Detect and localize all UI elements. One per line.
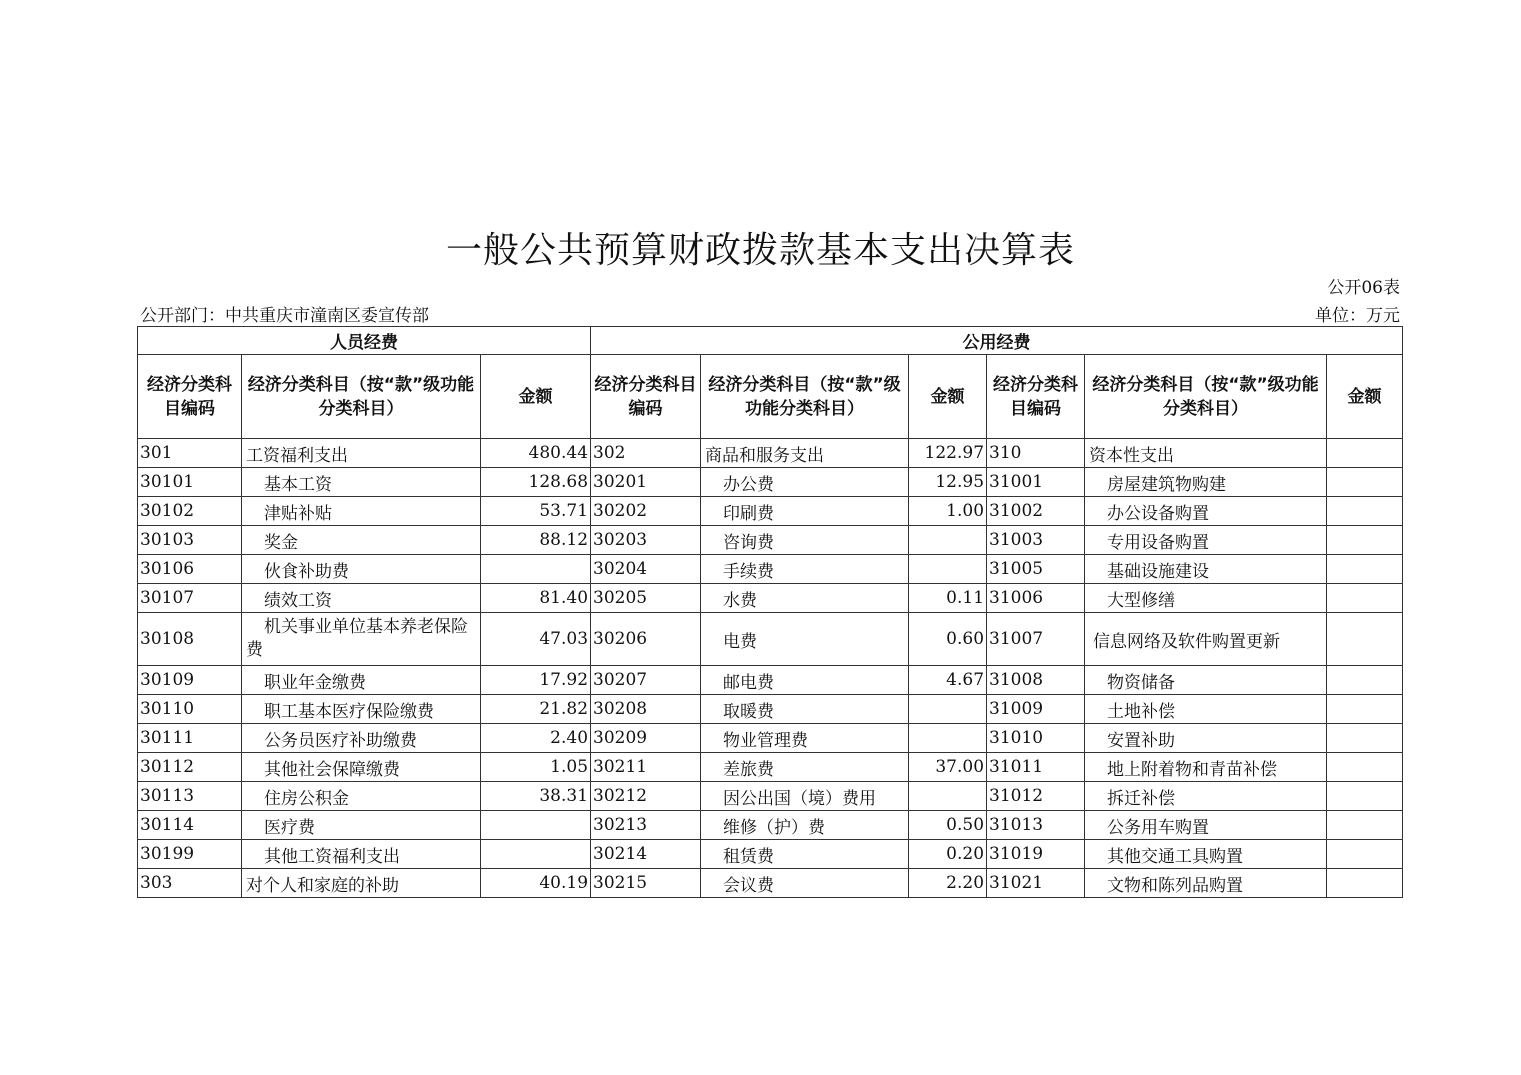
name-cell: 会议费 [701, 869, 909, 898]
code-cell: 30213 [591, 811, 701, 840]
name-cell: 水费 [701, 584, 909, 613]
table-row [138, 584, 1403, 613]
table-row [138, 753, 1403, 782]
amount-cell: 38.31 [481, 782, 591, 811]
amount-cell [1327, 695, 1403, 724]
name-cell: 其他交通工具购置 [1085, 840, 1327, 869]
amount-cell [1327, 811, 1403, 840]
name-cell: 地上附着物和青苗补偿 [1085, 753, 1327, 782]
amount-cell [909, 526, 987, 555]
code-cell: 30109 [138, 666, 242, 695]
header-name: 经济分类科目（按“款”级功能分类科目） [701, 355, 909, 439]
amount-cell [1327, 439, 1403, 468]
name-cell: 安置补助 [1085, 724, 1327, 753]
header-code: 经济分类科目编码 [138, 355, 242, 439]
code-cell: 310 [987, 439, 1085, 468]
name-cell: 其他工资福利支出 [242, 840, 481, 869]
name-cell: 公务员医疗补助缴费 [242, 724, 481, 753]
amount-cell: 122.97 [909, 439, 987, 468]
name-cell: 房屋建筑物购建 [1085, 468, 1327, 497]
name-cell: 奖金 [242, 526, 481, 555]
amount-cell [1327, 840, 1403, 869]
name-cell: 绩效工资 [242, 584, 481, 613]
code-cell: 30106 [138, 555, 242, 584]
amount-cell [909, 695, 987, 724]
name-cell: 印刷费 [701, 497, 909, 526]
header-amount: 金额 [909, 355, 987, 439]
name-cell: 伙食补助费 [242, 555, 481, 584]
table-row [138, 666, 1403, 695]
code-cell: 30212 [591, 782, 701, 811]
name-cell: 工资福利支出 [242, 439, 481, 468]
amount-cell [481, 555, 591, 584]
table-code: 公开06表 [1327, 278, 1400, 298]
name-cell: 专用设备购置 [1085, 526, 1327, 555]
amount-cell: 12.95 [909, 468, 987, 497]
amount-cell: 81.40 [481, 584, 591, 613]
header-code: 经济分类科目编码 [987, 355, 1085, 439]
amount-cell: 1.05 [481, 753, 591, 782]
name-cell: 文物和陈列品购置 [1085, 869, 1327, 898]
code-cell: 30211 [591, 753, 701, 782]
code-cell: 31001 [987, 468, 1085, 497]
header-amount: 金额 [481, 355, 591, 439]
name-cell: 信息网络及软件购置更新 [1085, 613, 1327, 666]
name-cell: 手续费 [701, 555, 909, 584]
code-cell: 31002 [987, 497, 1085, 526]
amount-cell [481, 811, 591, 840]
group-header-personnel: 人员经费 [138, 327, 591, 355]
name-cell: 办公费 [701, 468, 909, 497]
table-row [138, 724, 1403, 753]
code-cell: 31008 [987, 666, 1085, 695]
header-name: 经济分类科目（按“款”级功能分类科目） [1085, 355, 1327, 439]
amount-cell [1327, 584, 1403, 613]
code-cell: 31005 [987, 555, 1085, 584]
table-row [138, 869, 1403, 898]
amount-cell [909, 555, 987, 584]
code-cell: 30111 [138, 724, 242, 753]
code-cell: 30208 [591, 695, 701, 724]
code-cell: 30202 [591, 497, 701, 526]
code-cell: 30214 [591, 840, 701, 869]
table-row [138, 468, 1403, 497]
amount-cell: 0.20 [909, 840, 987, 869]
name-cell: 大型修缮 [1085, 584, 1327, 613]
name-cell: 取暖费 [701, 695, 909, 724]
code-cell: 30204 [591, 555, 701, 584]
group-header-public: 公用经费 [591, 327, 1403, 355]
code-cell: 30206 [591, 613, 701, 666]
code-cell: 31019 [987, 840, 1085, 869]
amount-cell [1327, 753, 1403, 782]
code-cell: 30215 [591, 869, 701, 898]
code-cell: 30201 [591, 468, 701, 497]
header-amount: 金额 [1327, 355, 1403, 439]
table-row [138, 526, 1403, 555]
code-cell: 30110 [138, 695, 242, 724]
amount-cell [1327, 869, 1403, 898]
amount-cell [909, 724, 987, 753]
code-cell: 303 [138, 869, 242, 898]
amount-cell: 21.82 [481, 695, 591, 724]
code-cell: 301 [138, 439, 242, 468]
name-cell: 咨询费 [701, 526, 909, 555]
header-code: 经济分类科目编码 [591, 355, 701, 439]
amount-cell: 2.40 [481, 724, 591, 753]
name-cell: 医疗费 [242, 811, 481, 840]
amount-cell: 37.00 [909, 753, 987, 782]
name-cell: 商品和服务支出 [701, 439, 909, 468]
code-cell: 31011 [987, 753, 1085, 782]
code-cell: 30205 [591, 584, 701, 613]
name-cell: 基本工资 [242, 468, 481, 497]
table-row [138, 555, 1403, 584]
table-row [138, 497, 1403, 526]
code-cell: 31013 [987, 811, 1085, 840]
code-cell: 31021 [987, 869, 1085, 898]
amount-cell: 53.71 [481, 497, 591, 526]
amount-cell [481, 840, 591, 869]
code-cell: 31009 [987, 695, 1085, 724]
amount-cell: 480.44 [481, 439, 591, 468]
header-name: 经济分类科目（按“款”级功能分类科目） [242, 355, 481, 439]
amount-cell: 0.60 [909, 613, 987, 666]
unit-label: 单位：万元 [1315, 306, 1400, 326]
amount-cell: 1.00 [909, 497, 987, 526]
code-cell: 31006 [987, 584, 1085, 613]
name-cell: 职工基本医疗保险缴费 [242, 695, 481, 724]
amount-cell [1327, 782, 1403, 811]
amount-cell [1327, 613, 1403, 666]
name-cell: 电费 [701, 613, 909, 666]
amount-cell [1327, 666, 1403, 695]
code-cell: 30108 [138, 613, 242, 666]
code-cell: 30203 [591, 526, 701, 555]
code-cell: 30114 [138, 811, 242, 840]
amount-cell [1327, 555, 1403, 584]
code-cell: 31012 [987, 782, 1085, 811]
name-cell: 职业年金缴费 [242, 666, 481, 695]
name-cell: 办公设备购置 [1085, 497, 1327, 526]
name-cell: 机关事业单位基本养老保险费 [242, 613, 481, 666]
amount-cell: 47.03 [481, 613, 591, 666]
name-cell: 土地补偿 [1085, 695, 1327, 724]
amount-cell: 40.19 [481, 869, 591, 898]
amount-cell: 17.92 [481, 666, 591, 695]
code-cell: 30101 [138, 468, 242, 497]
department-label: 公开部门：中共重庆市潼南区委宣传部 [140, 306, 429, 326]
code-cell: 30112 [138, 753, 242, 782]
code-cell: 30107 [138, 584, 242, 613]
name-cell: 维修（护）费 [701, 811, 909, 840]
amount-cell [909, 782, 987, 811]
name-cell: 津贴补贴 [242, 497, 481, 526]
name-cell: 拆迁补偿 [1085, 782, 1327, 811]
table-row [138, 840, 1403, 869]
amount-cell [1327, 468, 1403, 497]
name-cell: 物业管理费 [701, 724, 909, 753]
name-cell: 其他社会保障缴费 [242, 753, 481, 782]
amount-cell [1327, 526, 1403, 555]
code-cell: 30113 [138, 782, 242, 811]
table-row [138, 439, 1403, 468]
code-cell: 31007 [987, 613, 1085, 666]
table-row [138, 695, 1403, 724]
name-cell: 对个人和家庭的补助 [242, 869, 481, 898]
amount-cell [1327, 497, 1403, 526]
amount-cell: 2.20 [909, 869, 987, 898]
code-cell: 31003 [987, 526, 1085, 555]
name-cell: 资本性支出 [1085, 439, 1327, 468]
code-cell: 30207 [591, 666, 701, 695]
page-title: 一般公共预算财政拨款基本支出决算表 [445, 230, 1075, 271]
code-cell: 30102 [138, 497, 242, 526]
table-row [138, 782, 1403, 811]
amount-cell: 88.12 [481, 526, 591, 555]
code-cell: 30103 [138, 526, 242, 555]
amount-cell: 0.50 [909, 811, 987, 840]
code-cell: 302 [591, 439, 701, 468]
name-cell: 基础设施建设 [1085, 555, 1327, 584]
name-cell: 租赁费 [701, 840, 909, 869]
amount-cell [1327, 724, 1403, 753]
name-cell: 住房公积金 [242, 782, 481, 811]
code-cell: 30209 [591, 724, 701, 753]
name-cell: 邮电费 [701, 666, 909, 695]
amount-cell: 4.67 [909, 666, 987, 695]
code-cell: 30199 [138, 840, 242, 869]
code-cell: 31010 [987, 724, 1085, 753]
name-cell: 差旅费 [701, 753, 909, 782]
table-row [138, 811, 1403, 840]
amount-cell: 0.11 [909, 584, 987, 613]
amount-cell: 128.68 [481, 468, 591, 497]
name-cell: 公务用车购置 [1085, 811, 1327, 840]
table-row [138, 613, 1403, 666]
expenditure-table [137, 326, 1403, 898]
name-cell: 因公出国（境）费用 [701, 782, 909, 811]
name-cell: 物资储备 [1085, 666, 1327, 695]
